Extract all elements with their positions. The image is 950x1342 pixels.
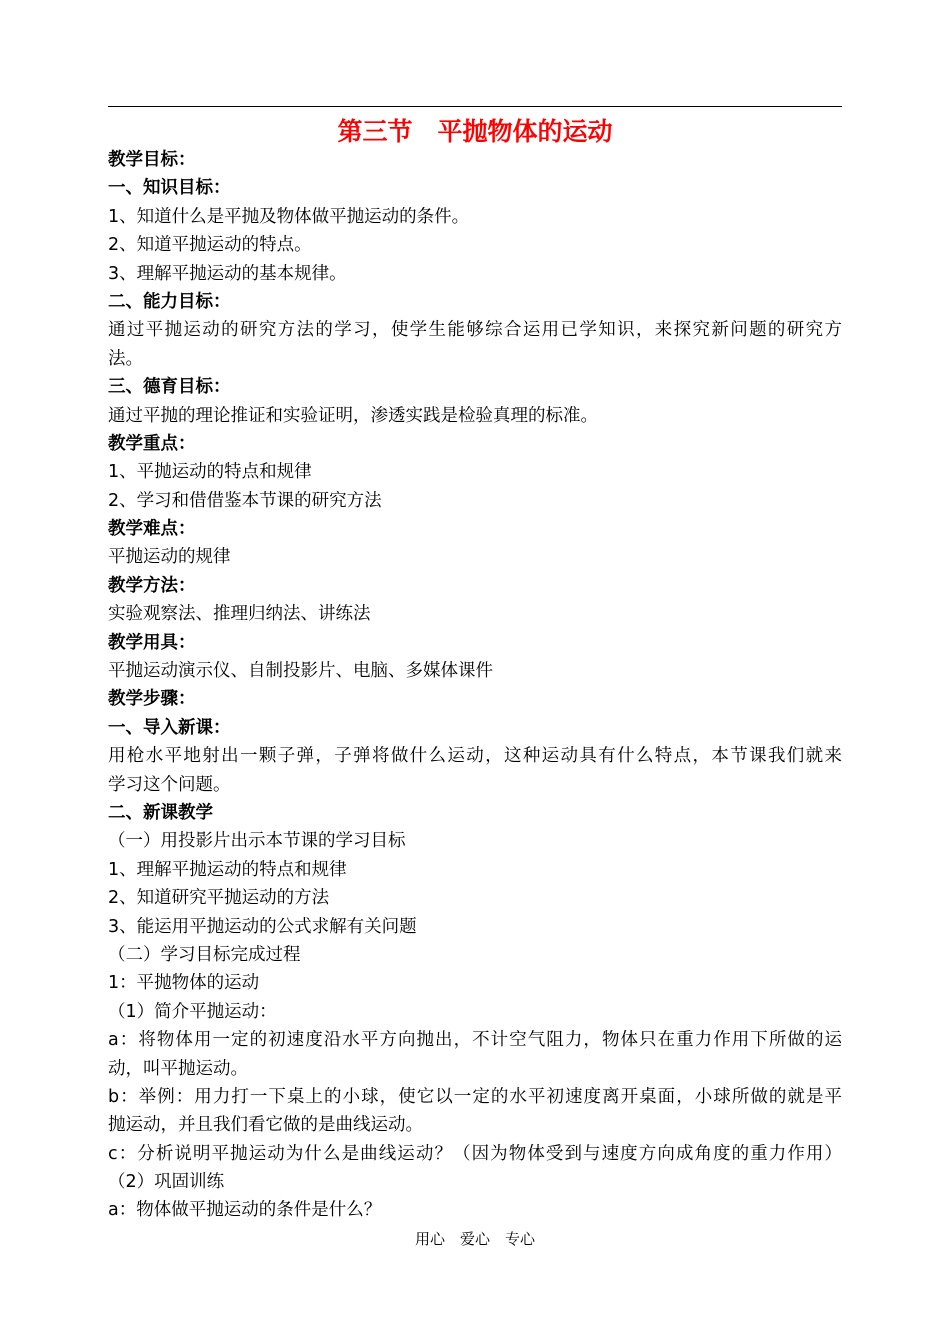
text-line: 通过平抛运动的研究方法的学习，使学生能够综合运用已学知识，来探究新问题的研究方 — [108, 320, 842, 341]
section-heading: 教学目标： — [108, 150, 196, 170]
document-body — [108, 146, 842, 1225]
text-line: 平抛运动的规律 — [108, 547, 231, 568]
text-line: 法。 — [108, 348, 143, 369]
text-line: 用枪水平地射出一颗子弹，子弹将做什么运动，这种运动具有什么特点，本节课我们就来 — [108, 746, 842, 767]
text-line: 1、理解平抛运动的特点和规律 — [108, 859, 347, 880]
text-line: b：举例：用力打一下桌上的小球，使它以一定的水平初速度离开桌面，小球所做的就是平 — [108, 1086, 842, 1107]
text-line: （一）用投影片出示本节课的学习目标 — [108, 831, 406, 852]
text-line: （2）巩固训练 — [108, 1172, 225, 1193]
section-heading: 二、能力目标： — [108, 291, 231, 312]
text-line: 平抛运动演示仪、自制投影片、电脑、多媒体课件 — [108, 661, 493, 682]
section-heading: 教学用具： — [108, 632, 196, 653]
text-line: c：分析说明平抛运动为什么是曲线运动？（因为物体受到与速度方向成角度的重力作用） — [108, 1143, 842, 1164]
page-footer: 用心 爱心 专心 — [414, 1230, 535, 1248]
text-line: 1、知道什么是平抛及物体做平抛运动的条件。 — [108, 206, 470, 227]
section-heading: 三、德育目标： — [108, 377, 231, 398]
text-line: 2、知道研究平抛运动的方法 — [108, 888, 330, 909]
section-heading: 教学重点： — [108, 433, 196, 454]
text-line: 抛运动，并且我们看它做的是曲线运动。 — [108, 1115, 423, 1136]
text-line: 学习这个问题。 — [108, 774, 231, 795]
page-title: 第三节 平抛物体的运动 — [337, 117, 613, 146]
text-line: 3、理解平抛运动的基本规律。 — [108, 263, 347, 284]
text-line: a：将物体用一定的初速度沿水平方向抛出，不计空气阻力，物体只在重力作用下所做的运 — [108, 1030, 842, 1051]
text-line: （1）简介平抛运动： — [108, 1001, 277, 1022]
header-rule — [108, 106, 842, 107]
section-heading: 教学步骤： — [108, 689, 196, 710]
text-line: 1：平抛物体的运动 — [108, 973, 260, 994]
text-line: a：物体做平抛运动的条件是什么？ — [108, 1200, 382, 1221]
section-heading: 教学方法： — [108, 575, 196, 596]
text-line: 动，叫平抛运动。 — [108, 1058, 248, 1079]
section-heading: 一、知识目标： — [108, 178, 231, 199]
section-heading: 教学难点： — [108, 519, 196, 540]
text-line: 实验观察法、推理归纳法、讲练法 — [108, 604, 371, 625]
text-line: 2、知道平抛运动的特点。 — [108, 235, 312, 256]
text-line: 2、学习和借借鉴本节课的研究方法 — [108, 490, 382, 511]
section-heading: 一、导入新课： — [108, 717, 231, 738]
section-heading: 二、新课教学 — [108, 802, 213, 823]
text-line: 通过平抛的理论推证和实验证明，渗透实践是检验真理的标准。 — [108, 405, 598, 426]
text-line: （二）学习目标完成过程 — [108, 944, 301, 965]
text-line: 1、平抛运动的特点和规律 — [108, 462, 312, 483]
text-line: 3、能运用平抛运动的公式求解有关问题 — [108, 916, 417, 937]
